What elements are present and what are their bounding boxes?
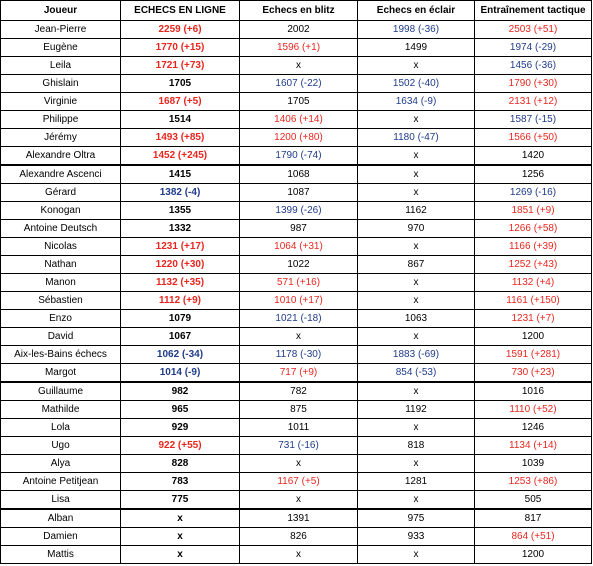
echecs-en-blitz-cell: 1011 — [240, 419, 358, 437]
echecs-en-eclair-cell: x — [358, 292, 475, 310]
echecs-en-ligne-cell: x — [121, 546, 240, 564]
entrainement-tactique-cell: 1851 (+9) — [475, 202, 592, 220]
player-name-cell: Jérémy — [1, 129, 121, 147]
echecs-en-ligne-cell: 1231 (+17) — [121, 238, 240, 256]
entrainement-tactique-cell: 1166 (+39) — [475, 238, 592, 256]
echecs-en-ligne-cell: 1415 — [121, 165, 240, 184]
echecs-en-blitz-cell: 1607 (-22) — [240, 75, 358, 93]
entrainement-tactique-cell: 1420 — [475, 147, 592, 166]
entrainement-tactique-cell: 1456 (-36) — [475, 57, 592, 75]
table-row — [1, 419, 592, 437]
echecs-en-ligne-cell: 929 — [121, 419, 240, 437]
echecs-en-blitz-cell: 1178 (-30) — [240, 346, 358, 364]
echecs-en-eclair-cell: x — [358, 184, 475, 202]
echecs-en-blitz-cell: 1022 — [240, 256, 358, 274]
echecs-en-blitz-cell: 1790 (-74) — [240, 147, 358, 166]
echecs-en-ligne-cell: 1355 — [121, 202, 240, 220]
entrainement-tactique-cell: 1252 (+43) — [475, 256, 592, 274]
echecs-en-ligne-cell: 1514 — [121, 111, 240, 129]
entrainement-tactique-cell: 1266 (+58) — [475, 220, 592, 238]
echecs-en-blitz-cell: 1068 — [240, 165, 358, 184]
entrainement-tactique-cell: 505 — [475, 491, 592, 510]
player-name-cell: Alban — [1, 509, 121, 528]
entrainement-tactique-cell: 1132 (+4) — [475, 274, 592, 292]
echecs-en-ligne-cell: 1721 (+73) — [121, 57, 240, 75]
echecs-en-eclair-cell: x — [358, 455, 475, 473]
echecs-en-ligne-cell: 1014 (-9) — [121, 364, 240, 383]
entrainement-tactique-cell: 1974 (-29) — [475, 39, 592, 57]
player-name-cell: Mathilde — [1, 401, 121, 419]
echecs-en-ligne-cell: 1382 (-4) — [121, 184, 240, 202]
echecs-en-eclair-cell: 1883 (-69) — [358, 346, 475, 364]
echecs-en-blitz-cell: 1167 (+5) — [240, 473, 358, 491]
table-row — [1, 546, 592, 564]
echecs-en-ligne-cell: 1132 (+35) — [121, 274, 240, 292]
player-name-cell: Antoine Deutsch — [1, 220, 121, 238]
echecs-en-eclair-cell: 1162 — [358, 202, 475, 220]
echecs-en-blitz-cell: 717 (+9) — [240, 364, 358, 383]
echecs-en-eclair-cell: x — [358, 328, 475, 346]
echecs-en-eclair-cell: 1063 — [358, 310, 475, 328]
echecs-en-ligne-cell: 965 — [121, 401, 240, 419]
entrainement-tactique-cell: 1256 — [475, 165, 592, 184]
echecs-en-blitz-cell: 1010 (+17) — [240, 292, 358, 310]
entrainement-tactique-cell: 1134 (+14) — [475, 437, 592, 455]
table-row — [1, 509, 592, 528]
echecs-en-blitz-cell: x — [240, 328, 358, 346]
echecs-en-blitz-cell: 1406 (+14) — [240, 111, 358, 129]
entrainement-tactique-cell: 1587 (-15) — [475, 111, 592, 129]
entrainement-tactique-cell: 2131 (+12) — [475, 93, 592, 111]
table-row — [1, 382, 592, 401]
echecs-en-eclair-cell: 975 — [358, 509, 475, 528]
echecs-en-eclair-cell: x — [358, 111, 475, 129]
entrainement-tactique-cell: 1016 — [475, 382, 592, 401]
echecs-en-blitz-cell: 1021 (-18) — [240, 310, 358, 328]
table-row — [1, 256, 592, 274]
entrainement-tactique-cell: 1200 — [475, 546, 592, 564]
echecs-en-ligne-cell: 1220 (+30) — [121, 256, 240, 274]
player-name-cell: Alexandre Oltra — [1, 147, 121, 166]
table-row — [1, 21, 592, 39]
entrainement-tactique-cell: 1200 — [475, 328, 592, 346]
entrainement-tactique-cell: 1110 (+52) — [475, 401, 592, 419]
echecs-en-eclair-cell: 1180 (-47) — [358, 129, 475, 147]
entrainement-tactique-cell: 1253 (+86) — [475, 473, 592, 491]
entrainement-tactique-cell: 1591 (+281) — [475, 346, 592, 364]
entrainement-tactique-cell: 1039 — [475, 455, 592, 473]
table-row — [1, 401, 592, 419]
entrainement-tactique-cell: 1231 (+7) — [475, 310, 592, 328]
table-row — [1, 328, 592, 346]
table-row — [1, 437, 592, 455]
table-row — [1, 292, 592, 310]
echecs-en-ligne-cell: 1705 — [121, 75, 240, 93]
echecs-en-blitz-cell: 826 — [240, 528, 358, 546]
echecs-en-ligne-cell: x — [121, 528, 240, 546]
echecs-en-eclair-cell: x — [358, 57, 475, 75]
echecs-en-blitz-cell: 1391 — [240, 509, 358, 528]
echecs-en-eclair-cell: 854 (-53) — [358, 364, 475, 383]
echecs-en-eclair-cell: 1502 (-40) — [358, 75, 475, 93]
table-row — [1, 129, 592, 147]
echecs-en-ligne-cell: 2259 (+6) — [121, 21, 240, 39]
table-row — [1, 57, 592, 75]
echecs-en-ligne-cell: 1452 (+245) — [121, 147, 240, 166]
player-name-cell: Ugo — [1, 437, 121, 455]
header-entrainement-tactique: Entraînement tactique — [475, 1, 592, 21]
player-name-cell: Leila — [1, 57, 121, 75]
echecs-en-ligne-cell: 1493 (+85) — [121, 129, 240, 147]
table-body — [1, 21, 592, 564]
table-row — [1, 220, 592, 238]
table-row — [1, 473, 592, 491]
echecs-en-ligne-cell: 1687 (+5) — [121, 93, 240, 111]
player-name-cell: David — [1, 328, 121, 346]
echecs-en-eclair-cell: 1998 (-36) — [358, 21, 475, 39]
entrainement-tactique-cell: 817 — [475, 509, 592, 528]
table-row — [1, 238, 592, 256]
echecs-en-eclair-cell: x — [358, 491, 475, 510]
echecs-en-ligne-cell: 775 — [121, 491, 240, 510]
player-name-cell: Konogan — [1, 202, 121, 220]
echecs-en-eclair-cell: x — [358, 419, 475, 437]
table-row — [1, 346, 592, 364]
echecs-en-eclair-cell: 818 — [358, 437, 475, 455]
entrainement-tactique-cell: 730 (+23) — [475, 364, 592, 383]
echecs-en-eclair-cell: x — [358, 546, 475, 564]
echecs-en-eclair-cell: 867 — [358, 256, 475, 274]
header-echecs-en-ligne: ECHECS EN LIGNE — [121, 1, 240, 21]
table-row — [1, 364, 592, 383]
entrainement-tactique-cell: 1790 (+30) — [475, 75, 592, 93]
echecs-en-ligne-cell: 783 — [121, 473, 240, 491]
echecs-en-blitz-cell: 571 (+16) — [240, 274, 358, 292]
echecs-en-eclair-cell: 1634 (-9) — [358, 93, 475, 111]
echecs-en-ligne-cell: 1332 — [121, 220, 240, 238]
echecs-en-blitz-cell: 2002 — [240, 21, 358, 39]
player-name-cell: Virginie — [1, 93, 121, 111]
echecs-en-blitz-cell: 782 — [240, 382, 358, 401]
echecs-en-blitz-cell: x — [240, 57, 358, 75]
header-echecs-en-blitz: Echecs en blitz — [240, 1, 358, 21]
player-name-cell: Nathan — [1, 256, 121, 274]
echecs-en-ligne-cell: 1079 — [121, 310, 240, 328]
echecs-en-blitz-cell: x — [240, 491, 358, 510]
player-name-cell: Ghislain — [1, 75, 121, 93]
table-row — [1, 310, 592, 328]
player-name-cell: Philippe — [1, 111, 121, 129]
echecs-en-eclair-cell: x — [358, 274, 475, 292]
table-row — [1, 93, 592, 111]
table-row — [1, 75, 592, 93]
header-echecs-en-eclair: Echecs en éclair — [358, 1, 475, 21]
player-name-cell: Manon — [1, 274, 121, 292]
header-row — [1, 1, 592, 21]
player-name-cell: Eugène — [1, 39, 121, 57]
echecs-en-blitz-cell: 875 — [240, 401, 358, 419]
echecs-en-ligne-cell: 1067 — [121, 328, 240, 346]
player-name-cell: Damien — [1, 528, 121, 546]
table-row — [1, 184, 592, 202]
entrainement-tactique-cell: 1566 (+50) — [475, 129, 592, 147]
echecs-en-eclair-cell: 1281 — [358, 473, 475, 491]
table-row — [1, 274, 592, 292]
echecs-en-eclair-cell: x — [358, 382, 475, 401]
player-name-cell: Mattis — [1, 546, 121, 564]
echecs-en-blitz-cell: 1705 — [240, 93, 358, 111]
player-name-cell: Alya — [1, 455, 121, 473]
player-name-cell: Aix-les-Bains échecs — [1, 346, 121, 364]
echecs-en-ligne-cell: 982 — [121, 382, 240, 401]
table-row — [1, 39, 592, 57]
echecs-en-eclair-cell: x — [358, 165, 475, 184]
player-name-cell: Lisa — [1, 491, 121, 510]
table-row — [1, 455, 592, 473]
echecs-en-blitz-cell: 1087 — [240, 184, 358, 202]
echecs-en-ligne-cell: 1770 (+15) — [121, 39, 240, 57]
echecs-en-ligne-cell: 828 — [121, 455, 240, 473]
echecs-en-ligne-cell: 922 (+55) — [121, 437, 240, 455]
player-name-cell: Jean-Pierre — [1, 21, 121, 39]
entrainement-tactique-cell: 2503 (+51) — [475, 21, 592, 39]
player-name-cell: Lola — [1, 419, 121, 437]
table-row — [1, 491, 592, 510]
table-row — [1, 528, 592, 546]
echecs-en-eclair-cell: 1192 — [358, 401, 475, 419]
player-name-cell: Guillaume — [1, 382, 121, 401]
player-name-cell: Margot — [1, 364, 121, 383]
echecs-en-eclair-cell: 1499 — [358, 39, 475, 57]
table-row — [1, 165, 592, 184]
echecs-en-ligne-cell: x — [121, 509, 240, 528]
echecs-en-blitz-cell: x — [240, 455, 358, 473]
echecs-en-eclair-cell: x — [358, 147, 475, 166]
echecs-en-ligne-cell: 1062 (-34) — [121, 346, 240, 364]
player-name-cell: Sébastien — [1, 292, 121, 310]
echecs-en-blitz-cell: 1399 (-26) — [240, 202, 358, 220]
table-row — [1, 111, 592, 129]
header-joueur: Joueur — [1, 1, 121, 21]
player-name-cell: Nicolas — [1, 238, 121, 256]
echecs-en-blitz-cell: 1596 (+1) — [240, 39, 358, 57]
echecs-en-blitz-cell: 731 (-16) — [240, 437, 358, 455]
echecs-en-eclair-cell: 970 — [358, 220, 475, 238]
player-name-cell: Gérard — [1, 184, 121, 202]
entrainement-tactique-cell: 1246 — [475, 419, 592, 437]
echecs-en-eclair-cell: x — [358, 238, 475, 256]
player-name-cell: Enzo — [1, 310, 121, 328]
player-name-cell: Antoine Petitjean — [1, 473, 121, 491]
echecs-en-blitz-cell: 987 — [240, 220, 358, 238]
echecs-en-ligne-cell: 1112 (+9) — [121, 292, 240, 310]
entrainement-tactique-cell: 864 (+51) — [475, 528, 592, 546]
table-row — [1, 147, 592, 166]
echecs-en-blitz-cell: 1200 (+80) — [240, 129, 358, 147]
echecs-en-blitz-cell: 1064 (+31) — [240, 238, 358, 256]
entrainement-tactique-cell: 1161 (+150) — [475, 292, 592, 310]
player-name-cell: Alexandre Ascenci — [1, 165, 121, 184]
entrainement-tactique-cell: 1269 (-16) — [475, 184, 592, 202]
echecs-en-eclair-cell: 933 — [358, 528, 475, 546]
echecs-en-blitz-cell: x — [240, 546, 358, 564]
table-row — [1, 202, 592, 220]
